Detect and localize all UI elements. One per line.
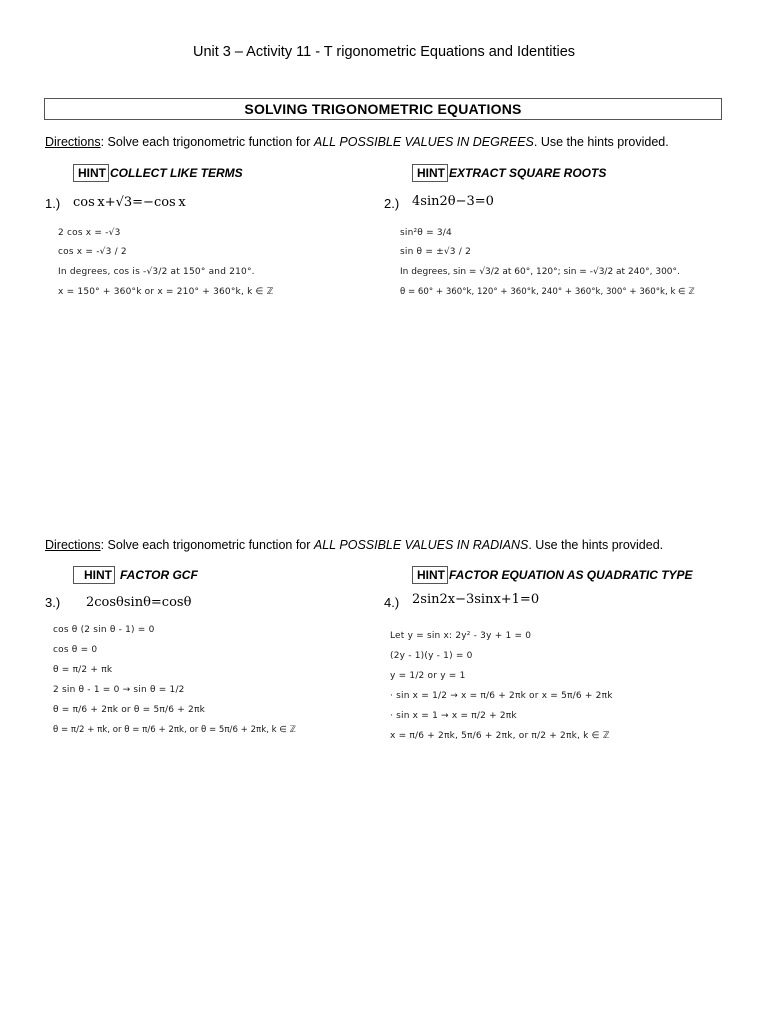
directions-text-end: . Use the hints provided.: [528, 538, 664, 552]
problem-number: 2.): [384, 196, 400, 211]
work-line: 2 cos x = -√3: [58, 228, 121, 238]
work-line: θ = 60° + 360°k, 120° + 360°k, 240° + 360°k, 300° + 360°k, k ∈ ℤ: [400, 287, 695, 297]
section-title: SOLVING TRIGONOMETRIC EQUATIONS: [44, 98, 722, 120]
hint-label: HINT: [73, 164, 109, 182]
directions-degrees: [45, 135, 669, 149]
problem-number: 4.): [384, 595, 400, 610]
problem-equation: 2cosθsinθ=cosθ: [86, 595, 192, 610]
problem-equation: cos x+√3=−cos x: [73, 195, 186, 210]
work-line: y = 1/2 or y = 1: [390, 671, 466, 681]
hint-text: EXTRACT SQUARE ROOTS: [449, 166, 607, 180]
work-line: · sin x = 1 → x = π/2 + 2πk: [390, 711, 517, 721]
problem-number: 3.): [45, 595, 61, 610]
hint-text: FACTOR EQUATION AS QUADRATIC TYPE: [449, 568, 693, 582]
document-title: Unit 3 – Activity 11 - T rigonometric Equations and Identities: [192, 44, 576, 60]
work-line: x = 150° + 360°k or x = 210° + 360°k, k ∈ ℤ: [58, 287, 274, 297]
work-line: (2y - 1)(y - 1) = 0: [390, 651, 473, 661]
work-line: · sin x = 1/2 → x = π/6 + 2πk or x = 5π/6 + 2πk: [390, 691, 613, 701]
work-line: θ = π/2 + πk, or θ = π/6 + 2πk, or θ = 5π/6 + 2πk, k ∈ ℤ: [53, 725, 296, 735]
hint-text: COLLECT LIKE TERMS: [110, 166, 243, 180]
hint-label: HINT: [412, 566, 448, 584]
hint-3: [73, 566, 198, 584]
problem-equation: 2sin2x−3sinx+1=0: [412, 592, 540, 607]
directions-text: : Solve each trigonometric function for: [100, 135, 314, 149]
problem-equation: 4sin2θ−3=0: [412, 194, 494, 209]
work-line: In degrees, cos is -√3/2 at 150° and 210°.: [58, 267, 255, 277]
hint-label: HINT: [73, 566, 115, 584]
hint-1: [73, 164, 243, 182]
hint-text: FACTOR GCF: [120, 568, 198, 582]
work-line: θ = π/2 + πk: [53, 665, 113, 675]
work-line: x = π/6 + 2πk, 5π/6 + 2πk, or π/2 + 2πk, k ∈ ℤ: [390, 731, 610, 741]
hint-label: HINT: [412, 164, 448, 182]
directions-label: Directions: [45, 538, 101, 552]
work-line: cos θ = 0: [53, 645, 98, 655]
hint-4: [412, 566, 693, 584]
work-line: sin θ = ±√3 / 2: [400, 247, 472, 257]
work-line: θ = π/6 + 2πk or θ = 5π/6 + 2πk: [53, 705, 205, 715]
problem-number: 1.): [45, 196, 61, 211]
directions-emphasis: ALL POSSIBLE VALUES IN DEGREES: [313, 135, 534, 149]
hint-2: [412, 164, 606, 182]
directions-radians: [45, 538, 663, 552]
work-line: Let y = sin x: 2y² - 3y + 1 = 0: [390, 631, 532, 641]
work-line: 2 sin θ - 1 = 0 → sin θ = 1/2: [53, 685, 185, 695]
directions-text-end: . Use the hints provided.: [533, 135, 669, 149]
directions-text: : Solve each trigonometric function for: [100, 538, 314, 552]
work-line: cos θ (2 sin θ - 1) = 0: [53, 625, 155, 635]
directions-label: Directions: [45, 135, 101, 149]
work-line: cos x = -√3 / 2: [58, 247, 127, 257]
work-line: In degrees, sin = √3/2 at 60°, 120°; sin = -√3/2 at 240°, 300°.: [400, 267, 680, 277]
work-line: sin²θ = 3/4: [400, 228, 452, 238]
directions-emphasis: ALL POSSIBLE VALUES IN RADIANS: [313, 538, 529, 552]
